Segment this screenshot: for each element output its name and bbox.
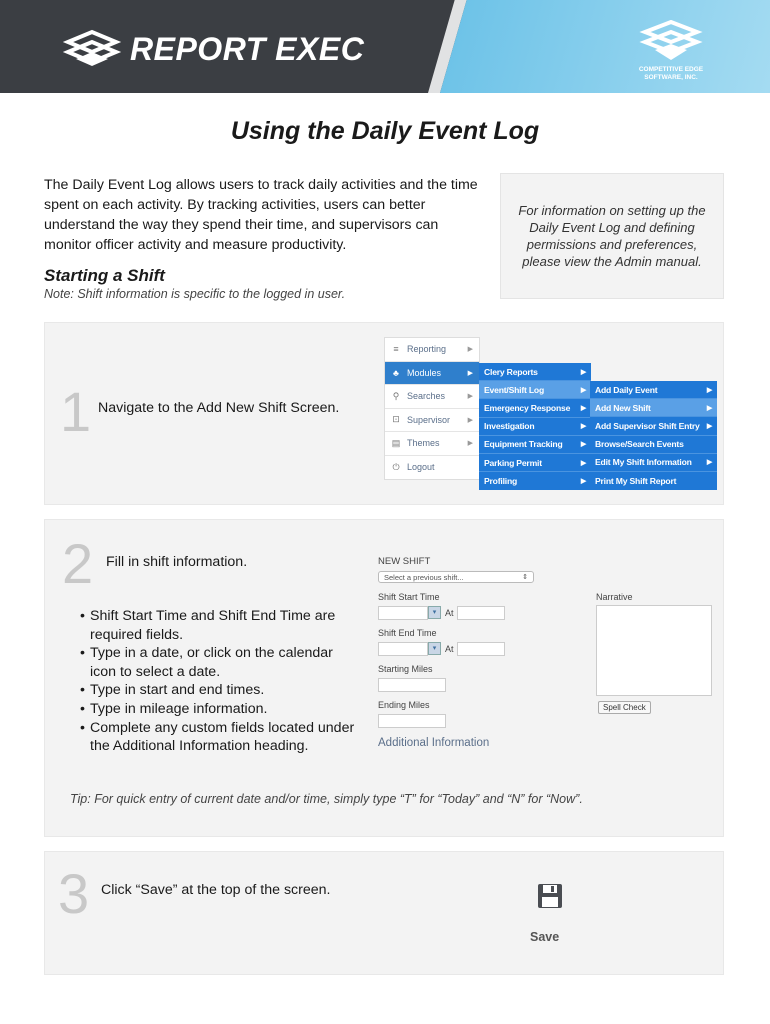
- submenu-item-label: Print My Shift Report: [595, 476, 677, 487]
- submenu-item-label: Event/Shift Log: [484, 384, 545, 395]
- list-icon: ≡: [393, 344, 399, 355]
- ending-miles-label: Ending Miles: [378, 700, 430, 710]
- list-item: • Type in a date, or click on the calendar icon to select a date.: [80, 644, 360, 681]
- quick-entry-tip: Tip: For quick entry of current date and/or time, simply type “T” for “Today” and “N” for “Now”.: [70, 792, 583, 806]
- submenu-item-browse-search-events[interactable]: [590, 436, 717, 454]
- menu-item-label: Themes: [407, 438, 440, 449]
- submenu-item-label: Equipment Tracking: [484, 439, 563, 450]
- chevron-right-icon: ▶: [467, 346, 473, 354]
- submenu-item-label: Add Supervisor Shift Entry: [595, 420, 700, 431]
- starting-miles-input[interactable]: [378, 678, 446, 692]
- list-item: • Type in start and end times.: [80, 681, 360, 700]
- step-2-text: Fill in shift information.: [106, 554, 248, 570]
- chevron-right-icon: ▶: [580, 423, 586, 431]
- spell-check-button[interactable]: Spell Check: [598, 701, 651, 714]
- search-icon: ⚲: [392, 390, 400, 401]
- submenu-item-label: Profiling: [484, 476, 518, 487]
- menu-item-supervisor[interactable]: [385, 409, 479, 433]
- list-item: • Complete any custom fields located under the Additional Information heading.: [80, 719, 360, 756]
- step-3-number: 3: [58, 862, 90, 925]
- submenu-item-profiling[interactable]: [479, 472, 591, 490]
- main-menu: [384, 337, 480, 480]
- step-3-text: Click “Save” at the top of the screen.: [101, 882, 331, 898]
- submenu-item-label: Add Daily Event: [595, 384, 658, 395]
- starting-shift-note: Note: Shift information is specific to the logged in user.: [44, 287, 346, 301]
- modules-submenu: [479, 363, 591, 490]
- calendar-icon[interactable]: ▾: [428, 642, 441, 655]
- submenu-item-parking-permit[interactable]: [479, 454, 591, 472]
- modules-icon: ♣: [393, 367, 399, 378]
- step-1-number: 1: [60, 380, 92, 443]
- calendar-icon[interactable]: ▾: [428, 606, 441, 619]
- chevron-right-icon: ▶: [467, 393, 473, 401]
- chevron-right-icon: ▶: [580, 368, 586, 376]
- brand-name: REPORT EXEC: [130, 30, 365, 67]
- chevron-right-icon: ▶: [580, 459, 586, 467]
- page-title: Using the Daily Event Log: [230, 117, 540, 145]
- intro-paragraph: The Daily Event Log allows users to track daily activities and the time spent on each activity. By tracking activities, users can better understand the way they spend their time, and supervisors can monitor officer activity and measure productivity.: [44, 177, 478, 253]
- step-2-number: 2: [62, 532, 94, 595]
- select-arrows-icon: ⇕: [522, 574, 528, 581]
- menu-item-reporting[interactable]: [385, 338, 479, 362]
- at-label: At: [445, 608, 454, 618]
- submenu-item-label: Parking Permit: [484, 457, 542, 468]
- submenu-item-clery-reports[interactable]: [479, 363, 591, 381]
- starting-shift-heading: Starting a Shift: [44, 266, 165, 285]
- submenu-item-investigation[interactable]: [479, 418, 591, 436]
- submenu-item-equipment-tracking[interactable]: [479, 436, 591, 454]
- menu-item-label: Reporting: [407, 344, 447, 355]
- report-exec-logo-icon: [62, 28, 122, 70]
- step-3-panel: [44, 851, 724, 975]
- submenu-item-print-my-shift-report[interactable]: [590, 472, 717, 490]
- shift-end-time-input[interactable]: [457, 642, 505, 656]
- chevron-right-icon: ▶: [467, 440, 473, 448]
- submenu-item-event-shift-log[interactable]: [479, 381, 591, 399]
- chevron-right-icon: ▶: [580, 386, 586, 394]
- supervisor-icon: ⊡: [392, 414, 400, 425]
- menu-item-modules[interactable]: [385, 362, 479, 386]
- submenu-item-label: Add New Shift: [595, 402, 651, 413]
- menu-item-themes[interactable]: [385, 432, 479, 456]
- shift-end-date-input[interactable]: [378, 642, 428, 656]
- competitive-edge-logo: [628, 20, 714, 82]
- submenu-item-add-daily-event[interactable]: [590, 381, 717, 399]
- shift-start-label: Shift Start Time: [378, 592, 440, 602]
- event-shift-log-submenu: [590, 381, 717, 490]
- chevron-right-icon: ▶: [706, 404, 712, 412]
- submenu-item-add-new-shift[interactable]: [590, 399, 717, 417]
- menu-item-label: Modules: [407, 367, 442, 378]
- save-button-label[interactable]: Save: [530, 930, 560, 944]
- admin-manual-note: For information on setting up the Daily Event Log and defining permissions and preferences, please view the Admin manual.: [500, 173, 724, 299]
- chevron-right-icon: ▶: [467, 369, 473, 377]
- submenu-item-add-supervisor-shift-entry[interactable]: [590, 417, 717, 435]
- chevron-right-icon: ▶: [706, 459, 712, 467]
- narrative-textarea[interactable]: [596, 605, 712, 696]
- report-exec-logo: [62, 28, 364, 70]
- company-name: COMPETITIVE EDGE SOFTWARE, INC.: [638, 66, 704, 81]
- submenu-item-label: Clery Reports: [484, 366, 538, 377]
- header-banner: [0, 0, 770, 93]
- menu-item-label: Searches: [407, 391, 446, 402]
- submenu-item-label: Emergency Response: [484, 402, 571, 413]
- menu-item-searches[interactable]: [385, 385, 479, 409]
- ending-miles-input[interactable]: [378, 714, 446, 728]
- chevron-right-icon: ▶: [467, 416, 473, 424]
- competitive-edge-logo-icon: [635, 20, 707, 64]
- floppy-disk-icon[interactable]: [537, 883, 563, 909]
- narrative-label: Narrative: [596, 592, 633, 602]
- previous-shift-select[interactable]: [378, 571, 534, 583]
- shift-start-date-input[interactable]: [378, 606, 428, 620]
- menu-item-label: Logout: [407, 462, 435, 473]
- chevron-right-icon: ▶: [580, 478, 586, 486]
- menu-item-logout[interactable]: [385, 456, 479, 480]
- menu-item-label: Supervisor: [407, 414, 451, 425]
- submenu-item-edit-my-shift-information[interactable]: [590, 454, 717, 472]
- list-item: • Shift Start Time and Shift End Time are required fields.: [80, 607, 360, 644]
- header-blue-panel: [440, 0, 770, 93]
- previous-shift-select-value: Select a previous shift...: [384, 573, 464, 582]
- shift-end-label: Shift End Time: [378, 628, 437, 638]
- chevron-right-icon: ▶: [580, 404, 586, 412]
- logout-icon: ⏻: [392, 461, 400, 472]
- step-2-bullets: [80, 607, 360, 756]
- submenu-item-label: Edit My Shift Information: [595, 457, 692, 468]
- chevron-right-icon: ▶: [706, 422, 712, 430]
- submenu-item-label: Browse/Search Events: [595, 439, 684, 450]
- themes-icon: ▤: [391, 437, 401, 448]
- at-label: At: [445, 644, 454, 654]
- starting-miles-label: Starting Miles: [378, 664, 433, 674]
- submenu-item-label: Investigation: [484, 421, 535, 432]
- additional-information-heading[interactable]: Additional Information: [378, 737, 490, 749]
- list-item: • Type in mileage information.: [80, 700, 360, 719]
- chevron-right-icon: ▶: [580, 441, 586, 449]
- shift-start-time-input[interactable]: [457, 606, 505, 620]
- chevron-right-icon: ▶: [706, 386, 712, 394]
- step-1-text: Navigate to the Add New Shift Screen.: [98, 400, 340, 416]
- submenu-item-emergency-response[interactable]: [479, 399, 591, 417]
- form-heading: NEW SHIFT: [378, 556, 431, 567]
